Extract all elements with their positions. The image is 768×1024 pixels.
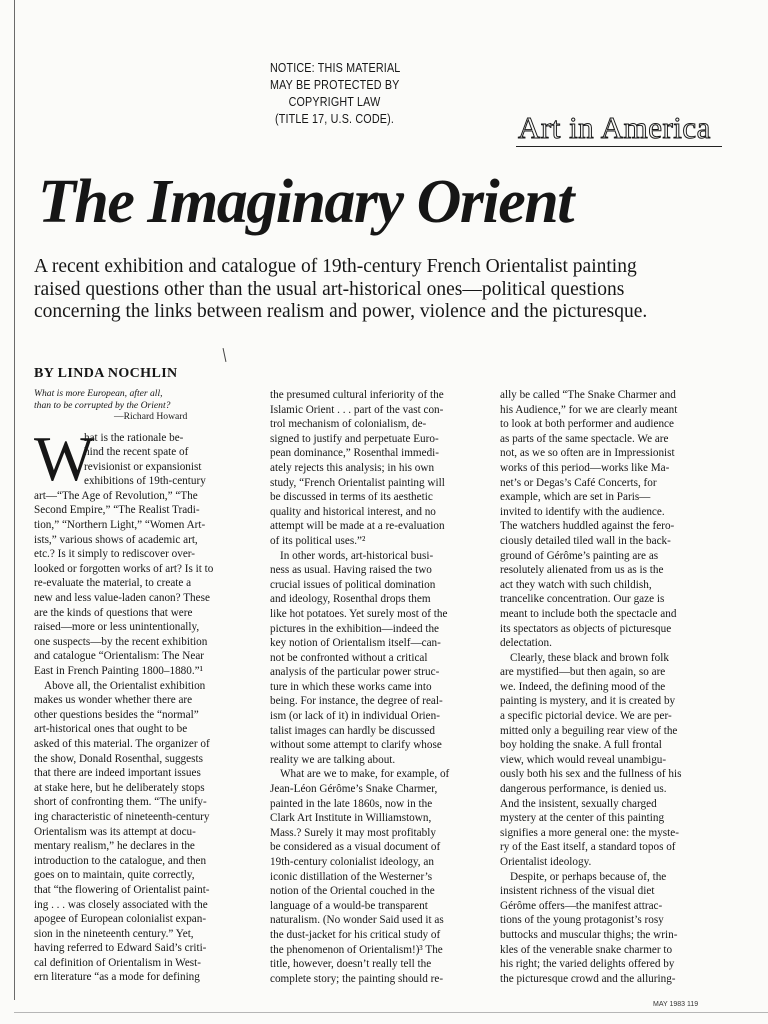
text-line: talist images can hardly be discussed bbox=[270, 724, 435, 737]
text-line: title, however, doesn’t really tell the bbox=[270, 958, 432, 971]
text-line: tion,” “Northern Light,” “Women Art- bbox=[34, 519, 206, 532]
scan-edge-left bbox=[14, 0, 15, 1000]
column-2 bbox=[270, 388, 506, 986]
text-line: works of this period—works like Ma- bbox=[500, 461, 670, 474]
masthead-rule bbox=[516, 146, 722, 147]
text-line: we. Indeed, the defining mood of the bbox=[500, 680, 666, 693]
text-line: and ideology, Rosenthal drops them bbox=[270, 593, 431, 606]
text-line: meant to include both the spectacle and bbox=[500, 607, 677, 620]
text-line: having referred to Edward Said’s criti- bbox=[34, 942, 207, 955]
text-line: resolutely alienated from us as is the bbox=[500, 564, 664, 577]
deck-line: concerning the links between realism and power, violence and the picturesque. bbox=[34, 301, 648, 322]
article-deck bbox=[34, 256, 724, 324]
epigraph-line: What is more European, after all, bbox=[34, 388, 163, 399]
deck-line: A recent exhibition and catalogue of 19th-century French Orientalist painting bbox=[34, 256, 637, 277]
text-line: naturalism. (No wonder Said used it as bbox=[270, 914, 444, 927]
text-line: are the kinds of questions that were bbox=[34, 606, 193, 619]
page-footer: MAY 1983 119 bbox=[653, 1001, 699, 1008]
text-line: example, which are set in Paris— bbox=[500, 491, 651, 504]
text-line: quality and historical interest, and no bbox=[270, 505, 436, 518]
text-line: being. For instance, the degree of real- bbox=[270, 695, 443, 708]
text-line: Orientalist ideology. bbox=[500, 856, 592, 868]
text-line: And the insistent, sexually charged bbox=[500, 797, 657, 810]
text-line: at stake here, but he deliberately stops bbox=[34, 781, 205, 794]
text-line: other questions besides the “normal” bbox=[34, 708, 199, 721]
text-line: makes us wonder whether there are bbox=[34, 694, 193, 707]
text-line: mitted only a beguiling rear view of the bbox=[500, 724, 678, 737]
text-line: kles of the venerable snake charmer to bbox=[500, 943, 673, 956]
text-line: goes on to maintain, quite correctly, bbox=[34, 869, 195, 882]
text-line: ists,” various shows of academic art, bbox=[34, 533, 198, 546]
text-line: ism (or lack of it) in individual Orien- bbox=[270, 710, 440, 723]
text-line: attempt will be made at a re-evaluation bbox=[270, 520, 445, 533]
opening-paragraph bbox=[34, 422, 270, 494]
text-line: Clearly, these black and brown folk bbox=[510, 651, 669, 664]
text-line: without some attempt to clarify whose bbox=[270, 739, 442, 752]
text-line: the phenomenon of Orientalism!)³ The bbox=[270, 943, 443, 956]
text-line: 19th-century colonialist ideology, an bbox=[270, 856, 434, 868]
text-line: not, as we so often are in Impressionist bbox=[500, 447, 675, 460]
text-line: ing characteristic of nineteenth-century bbox=[34, 810, 210, 823]
text-line: re-evaluate the material, to create a bbox=[34, 577, 192, 590]
text-line: etc.? Is it simply to rediscover over- bbox=[34, 548, 196, 561]
text-line: tions of the young protagonist’s rosy bbox=[500, 914, 664, 927]
text-line: apogee of European colonialist expan- bbox=[34, 913, 207, 926]
text-line: his right; the varied delights offered by bbox=[500, 958, 675, 971]
text-line: mystery at the center of this painting bbox=[500, 812, 665, 825]
text-line: painting is mystery, and it is created by bbox=[500, 695, 676, 708]
text-line: East in French Painting 1800–1880.”¹ bbox=[34, 665, 203, 677]
text-line: Orientalism was its attempt at docu- bbox=[34, 825, 196, 838]
text-line: boy holding the snake. A full frontal bbox=[500, 739, 662, 752]
notice-line: (TITLE 17, U.S. CODE). bbox=[274, 112, 395, 126]
text-line: art-historical ones that ought to be bbox=[34, 723, 188, 736]
text-line: reality we are talking about. bbox=[270, 753, 396, 766]
column-3 bbox=[500, 388, 736, 986]
text-line: insistent richness of the visual diet bbox=[500, 885, 655, 898]
text-line: that “the flowering of Orientalist paint- bbox=[34, 883, 210, 896]
text-line: notion of the Oriental couched in the bbox=[270, 885, 435, 898]
text-line: ing . . . was closely associated with the bbox=[34, 898, 208, 911]
epigraph-attribution: —Richard Howard bbox=[114, 411, 188, 422]
drop-cap: W bbox=[34, 422, 95, 494]
text-line: cal definition of Orientalism in West- bbox=[34, 956, 201, 969]
text-line: new and less value-laden canon? These bbox=[34, 592, 210, 605]
text-line: Islamic Orient . . . part of the vast con- bbox=[270, 403, 444, 416]
text-line: Despite, or perhaps because of, the bbox=[510, 870, 667, 883]
text-line: be discussed in terms of its aesthetic bbox=[270, 491, 433, 504]
text-line: study, “French Orientalist painting will bbox=[270, 476, 445, 489]
scan-edge-bottom bbox=[14, 1012, 768, 1013]
text-line: revisionist or expansionist bbox=[84, 460, 202, 473]
magazine-masthead: Art in America bbox=[518, 110, 711, 145]
text-line: hat is the rationale be- bbox=[84, 431, 184, 444]
text-line: not be confronted without a critical bbox=[270, 651, 428, 664]
text-line: that there are indeed important issues bbox=[34, 767, 201, 780]
text-line: of its political uses.”² bbox=[270, 534, 366, 547]
text-line: asked of this material. The organizer of bbox=[34, 737, 210, 750]
text-line: ground of Gérôme’s painting are as bbox=[500, 549, 659, 562]
text-line: ture in which these works came into bbox=[270, 680, 432, 693]
text-line: language of a would-be transparent bbox=[270, 899, 428, 912]
text-line: Clark Art Institute in Williamstown, bbox=[270, 812, 432, 825]
text-line: trol mechanism of colonialism, de- bbox=[270, 418, 427, 431]
text-line: In other words, art-historical busi- bbox=[280, 549, 434, 562]
text-line: the picturesque crowd and the alluring- bbox=[500, 972, 676, 985]
notice-line: COPYRIGHT LAW bbox=[288, 95, 381, 109]
text-line: the presumed cultural inferiority of the bbox=[270, 389, 444, 401]
text-line: dangerous performance, is denied us. bbox=[500, 783, 667, 796]
text-line: ern literature “as a mode for defining bbox=[34, 971, 200, 984]
notice-line: MAY BE PROTECTED BY bbox=[270, 78, 400, 92]
text-line: Jean-Léon Gérôme’s Snake Charmer, bbox=[270, 783, 438, 796]
text-line: like hot potatoes. Yet surely most of the bbox=[270, 607, 448, 620]
text-line: one suspects—by the recent exhibition bbox=[34, 635, 208, 648]
text-line: are mystified—but then again, so are bbox=[500, 666, 666, 679]
text-line: analysis of the particular power struc- bbox=[270, 666, 440, 679]
text-line: Mass.? Surely it may most profitably bbox=[270, 826, 436, 839]
text-line: pean dominance,” Rosenthal immedi- bbox=[270, 447, 440, 460]
text-line: Second Empire,” “The Realist Tradi- bbox=[34, 504, 200, 517]
text-line: painted in the late 1860s, now in the bbox=[270, 797, 433, 810]
text-line: the show, Donald Rosenthal, suggests bbox=[34, 752, 203, 765]
text-line: sion in the nineteenth century.” Yet, bbox=[34, 927, 194, 940]
text-line: Gérôme offers—the manifest attrac- bbox=[500, 899, 663, 912]
text-line: short of confronting them. “The unify- bbox=[34, 796, 207, 809]
article-title: The Imaginary Orient bbox=[38, 168, 573, 236]
text-line: his Audience,” for we are clearly meant bbox=[500, 403, 678, 416]
text-line: view, which would reveal unambigu- bbox=[500, 753, 667, 766]
notice-line: NOTICE: THIS MATERIAL bbox=[270, 61, 401, 75]
text-line: complete story; the painting should re- bbox=[270, 972, 444, 985]
stray-mark bbox=[223, 348, 227, 362]
text-line: invited to identify with the audience. bbox=[500, 505, 665, 518]
text-line: and catalogue “Orientalism: The Near bbox=[34, 650, 205, 663]
text-line: introduction to the catalogue, and then bbox=[34, 854, 207, 867]
text-line: ciously detailed tiled wall in the back- bbox=[500, 534, 671, 547]
text-line: What are we to make, for example, of bbox=[280, 768, 450, 781]
text-line: the dust-jacket for his critical study of bbox=[270, 928, 441, 941]
text-line: net’s or Degas’s Café Concerts, for bbox=[500, 476, 657, 489]
text-line: a specific pictorial device. We are per- bbox=[500, 710, 672, 723]
text-line: hind the recent spate of bbox=[84, 446, 189, 459]
epigraph bbox=[34, 388, 270, 411]
text-line: pictures in the exhibition—indeed the bbox=[270, 622, 440, 635]
byline: BY LINDA NOCHLIN bbox=[34, 366, 178, 381]
copyright-notice bbox=[270, 60, 399, 128]
text-line: its spectators as objects of picturesque bbox=[500, 622, 672, 635]
text-line: to look at both performer and audience bbox=[500, 418, 674, 431]
text-line: looked or forgotten works of art? Is it to bbox=[34, 562, 214, 575]
text-line: delectation. bbox=[500, 637, 552, 650]
text-line: raised—more or less unintentionally, bbox=[34, 621, 200, 634]
text-line: mentary realism,” he declares in the bbox=[34, 840, 195, 853]
text-line: key notion of Orientalism itself—can- bbox=[270, 637, 441, 650]
text-line: art—“The Age of Revolution,” “The bbox=[34, 489, 198, 502]
text-line: trancelike concentration. Our gaze is bbox=[500, 593, 665, 606]
text-line: be considered as a visual document of bbox=[270, 841, 441, 854]
text-line: exhibitions of 19th-century bbox=[84, 475, 206, 488]
text-line: crucial issues of political domination bbox=[270, 578, 436, 591]
text-line: Above all, the Orientalist exhibition bbox=[44, 679, 206, 692]
text-line: signifies a more general one: the myste- bbox=[500, 826, 679, 839]
text-line: ry of the East itself, a standard topos of bbox=[500, 841, 676, 854]
text-line: signed to justify and perpetuate Euro- bbox=[270, 432, 439, 445]
text-line: act they watch with such childish, bbox=[500, 578, 652, 591]
text-line: buttocks and muscular thighs; the wrin- bbox=[500, 928, 678, 941]
deck-line: raised questions other than the usual art-historical ones—political questions bbox=[34, 278, 625, 300]
text-line: ness as usual. Having raised the two bbox=[270, 564, 432, 577]
text-line: The watchers huddled against the fero- bbox=[500, 520, 675, 533]
text-line: iconic distillation of the Westerner’s bbox=[270, 870, 433, 883]
text-line: ally be called “The Snake Charmer and bbox=[500, 389, 676, 401]
text-line: ously both his sex and the fullness of his bbox=[500, 768, 682, 781]
epigraph-line: than to be corrupted by the Orient? bbox=[34, 399, 171, 411]
text-line: as parts of the same spectacle. We are bbox=[500, 432, 669, 445]
text-line: ately rejects this analysis; in his own bbox=[270, 461, 435, 474]
column-1 bbox=[34, 388, 270, 985]
